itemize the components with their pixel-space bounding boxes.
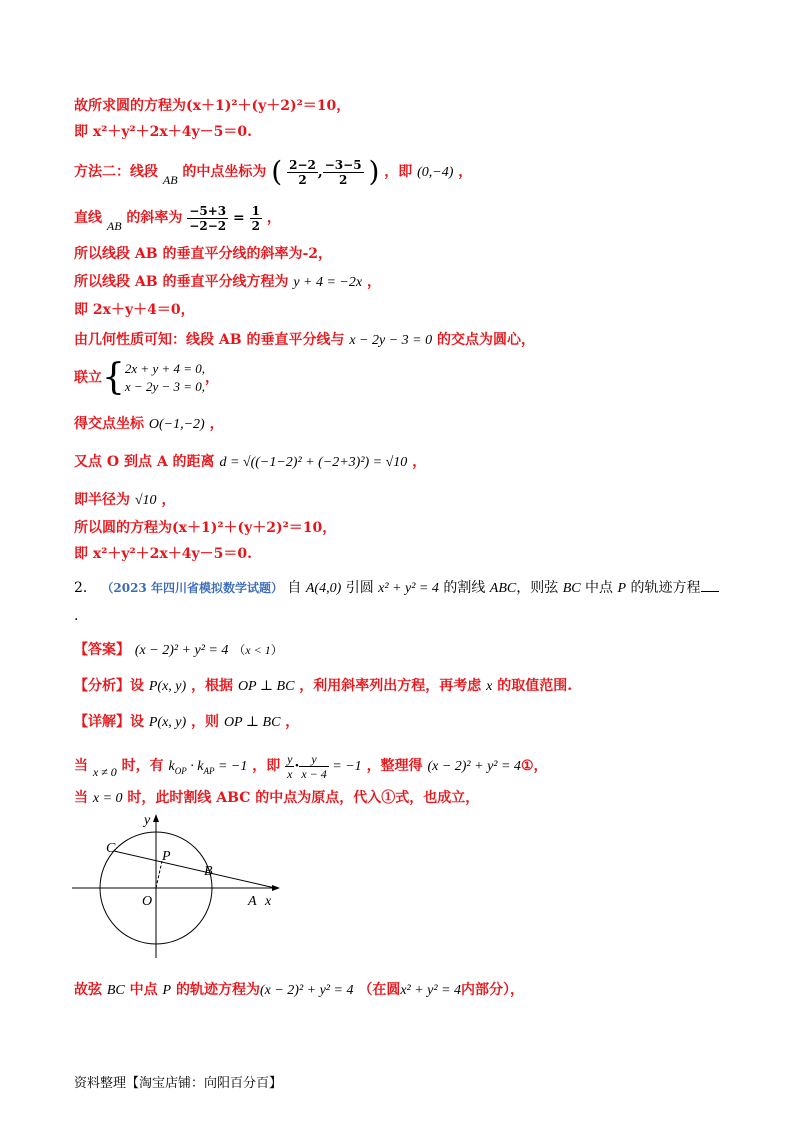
problem-source: （2023 年四川省模拟数学试题）	[101, 581, 283, 595]
detail-line: 【详解】设 P(x, y) ，则 OP ⊥ BC ，	[74, 714, 300, 730]
geometry-figure	[70, 808, 290, 968]
label-C: C	[106, 841, 116, 856]
detail-tag: 【详解】	[74, 714, 130, 730]
detail-line-3: 当 x = 0 时，此时割线 ABC 的中点为原点，代入①式，也成立，	[74, 790, 480, 806]
op-segment	[156, 861, 162, 888]
solution-line-1: 故所求圆的方程为(x＋1)²＋(y＋2)²＝10，	[74, 98, 351, 114]
analysis-line: 【分析】设 P(x, y) ，根据 OP ⊥ BC ，利用斜率列出方程，再考虑 x 的取值范围.	[74, 678, 573, 694]
label-P: P	[162, 849, 171, 864]
solution-line-5: 所以线段 AB 的垂直平分线的斜率为-2，	[74, 246, 332, 262]
solution-line-9: 联立{ 2x + y + 4 = 0, x − 2y − 3 = 0, ，	[74, 357, 220, 398]
answer-tag: 【答案】	[74, 642, 130, 658]
label-A: A	[248, 894, 257, 909]
solution-line-7: 即 2x＋y＋4＝0，	[74, 302, 195, 318]
label-O: O	[142, 894, 153, 909]
footer-text: 资料整理【淘宝店铺：向阳百分百】	[74, 1076, 283, 1091]
solution-line-6: 所以线段 AB 的垂直平分线方程为 y + 4 = −2x ，	[74, 274, 381, 290]
problem-dot: .	[74, 608, 79, 624]
analysis-tag: 【分析】	[74, 678, 130, 694]
label-B: B	[204, 864, 213, 879]
solution-line-4: 直线 AB 的斜率为 $\frac{-5+3}{-2-2}$ = $\frac{1}{2}$ ，	[74, 203, 281, 233]
solution-line-3: 方法二：线段 AB 的中点坐标为 ( $\frac{2-2}{2}$ , $\frac{-3-5}{2}$ ) ，即 (0,−4) ，	[74, 155, 473, 188]
label-y: y	[144, 813, 151, 828]
conclusion-line: 故弦 BC 中点 P 的轨迹方程为(x − 2)² + y² = 4 （在圆x² + y² = 4内部分），	[74, 982, 525, 998]
detail-line-2: 当 x ≠ 0 时，有 $k_{OP} \cdot k_{AP} = -1$ ，即 $\frac{y}{x}$ · $\frac{y}{x - 4}$ = −1 ，整理得 (x − 2)² + y² = 4①，	[74, 751, 548, 781]
label-x: x	[265, 894, 272, 909]
solution-line-12: 即半径为 √10 ，	[74, 492, 176, 508]
secant-line	[114, 851, 275, 888]
solution-line-2: 即 x²＋y²＋2x＋4y－5＝0.	[74, 124, 252, 140]
solution-line-13: 所以圆的方程为(x＋1)²＋(y＋2)²＝10，	[74, 520, 337, 536]
problem-statement: 2． （2023 年四川省模拟数学试题） 自 A(4,0) 引圆 x² + y² = 4 的割线 ABC，则弦 BC 中点 P 的轨迹方程	[74, 578, 719, 599]
answer-line: 【答案】 (x − 2)² + y² = 4 （x < 1）	[74, 642, 283, 658]
solution-line-10: 得交点坐标 O(−1,−2) ，	[74, 416, 224, 432]
solution-line-8: 由几何性质可知：线段 AB 的垂直平分线与 x − 2y − 3 = 0 的交点为圆心，	[74, 332, 535, 348]
solution-line-11: 又点 O 到点 A 的距离 d = √((−1−2)² + (−2+3)²) = √10 ，	[74, 454, 427, 470]
solution-line-14: 即 x²＋y²＋2x＋4y－5＝0.	[74, 546, 252, 562]
y-axis-arrow-icon	[153, 814, 159, 822]
